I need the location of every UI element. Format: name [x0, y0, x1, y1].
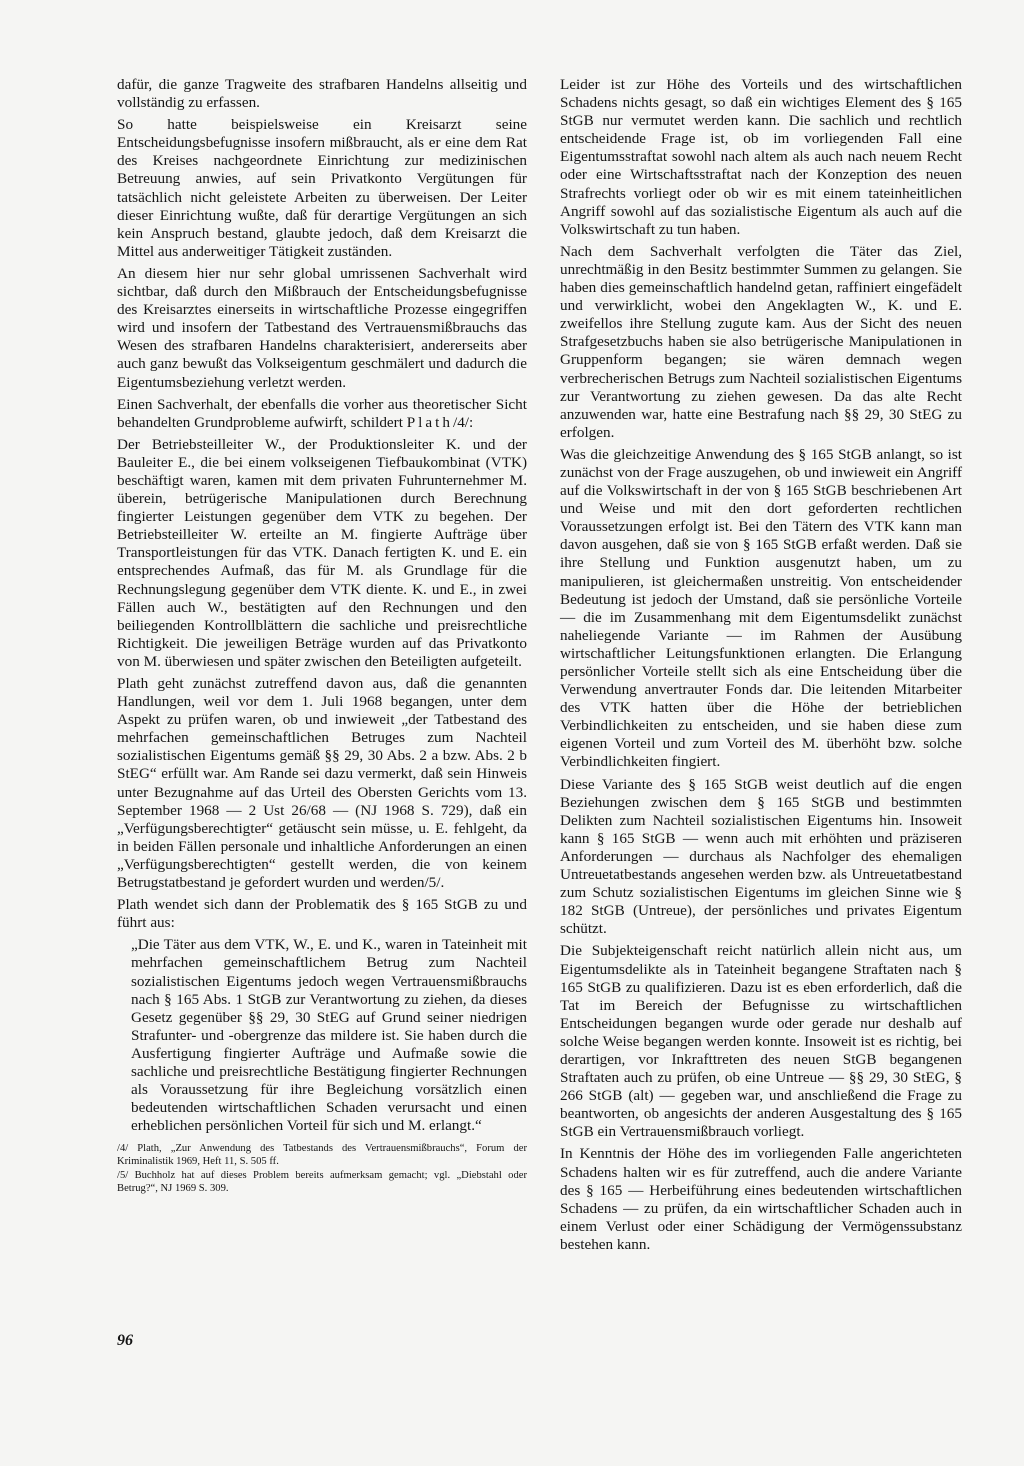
- footnote-4: /4/ Plath, „Zur Anwendung des Tatbestands des Vertrauensmißbrauchs“, Forum der Kriminalistik 1969, Heft 11, S. 505 ff.: [117, 1143, 527, 1167]
- paragraph: Nach dem Sachverhalt verfolgten die Täter das Ziel, unrechtmäßig in den Besitz bestimmter Summen zu gelangen. Sie haben dies gemeinschaftlich handelnd getan, raffiniert eingefädelt und verwirklicht, wobei den Angeklagten W., K. und E. zweifellos ihre Stellung zugute kam. Aus der Sicht des neuen Strafgesetzbuchs haben sie also betrügerische Manipulationen in Gruppenform begangen; sie wären demnach wegen verbrecherischen Betrugs zum Nachteil sozialistischen Eigentums zur Verantwortung zu ziehen gewesen. Da das alte Recht anzuwenden war, hatte eine Bestrafung nach §§ 29, 30 StEG zu erfolgen.: [560, 242, 962, 441]
- footnote-5: /5/ Buchholz hat auf dieses Problem bereits aufmerksam gemacht; vgl. „Diebstahl oder Betrug?“, NJ 1969 S. 309.: [117, 1170, 527, 1194]
- block-quote: „Die Täter aus dem VTK, W., E. und K., waren in Tateinheit mit mehrfachen gemeinschaftlichem Betrug zum Nachteil sozialistischen Eigentums jedoch wegen Vertrauensmißbrauchs nach § 165 Abs. 1 StGB zur Verantwortung zu ziehen, da dieses Gesetz gegenüber §§ 29, 30 StEG auf Grund seiner niedrigen Strafunter- und -obergrenze das mildere ist. Sie haben durch die Ausfertigung fingierter Aufträge und Aufmaße sowie die sachliche und preisrechtliche Bestätigung fingierter Rechnungen als Voraussetzung für ihre Begleichung vorsätzlich einen bedeutenden wirtschaftlichen Schaden verursacht und einen erheblichen persönlichen Vorteil für sich und M. erlangt.“: [131, 936, 527, 1135]
- paragraph: Plath geht zunächst zutreffend davon aus, daß die genannten Handlungen, weil vor dem 1. Juli 1968 begangen, unter dem Aspekt zu prüfen waren, ob und inwieweit „der Tatbestand des mehrfachen gemeinschaftlichen Betruges zum Nachteil sozialistischen Eigentums gemäß §§ 29, 30 Abs. 2 a bzw. Abs. 2 b StEG“ erfüllt war. Am Rande sei dazu vermerkt, daß sein Hinweis unter Bezugnahme auf das Urteil des Obersten Gerichts vom 13. September 1968 — 2 Ust 26/68 — (NJ 1968 S. 729), daß ein „Verfügungsberechtigter“ getäuscht sein müsse, u. E. fehlgeht, da in beiden Fällen personale und inhaltliche Anforderungen an einen „Verfügungsberechtigten“ gestellt werden, die von keinem Betrugstatbestand je gefordert wurden und werden/5/.: [117, 675, 527, 892]
- footnote-ref: /4/:: [452, 413, 474, 431]
- left-column: [117, 76, 527, 1197]
- paragraph-text: Einen Sachverhalt, der ebenfalls die vorher aus theoretischer Sicht behandelten Grundprobleme aufwirft, schildert: [117, 395, 527, 431]
- paragraph: Plath wendet sich dann der Problematik des § 165 StGB zu und führt aus:: [117, 896, 527, 932]
- paragraph: Der Betriebsteilleiter W., der Produktionsleiter K. und der Bauleiter E., die bei einem volkseigenen Tiefbaukombinat (VTK) beschäftigt waren, kamen mit dem privaten Fuhrunternehmer M. überein, betrügerische Manipulationen durch Berechnung fingierter Leistungen gegenüber dem VTK zu begehen. Der Betriebsteilleiter W. erteilte an M. fingierte Aufträge über Transportleistungen für das VTK. Danach fertigten K. und E. ein entsprechendes Aufmaß, das für M. als Grundlage für die Rechnungslegung gegenüber dem VTK diente. K. und E., in zwei Fällen auch W., bestätigten auf den Rechnungen und den beiliegenden Kontrollblättern die sachliche und preisrechtliche Richtigkeit. Die jeweiligen Beträge wurden auf das Privatkonto von M. überwiesen und später zwischen den Beteiligten aufgeteilt.: [117, 435, 527, 670]
- paragraph: An diesem hier nur sehr global umrissenen Sachverhalt wird sichtbar, daß durch den Mißbrauch der Entscheidungsbefugnisse des Kreisarztes einerseits in wirtschaftliche Prozesse eingegriffen wird und insofern der Tatbestand des Vertrauensmißbrauchs das Wesen des strafbaren Handelns charakterisiert, andererseits aber auch ganz bewußt das Volkseigentum geschmälert und dadurch die Eigentumsbeziehung verletzt werden.: [117, 264, 527, 391]
- paragraph: In Kenntnis der Höhe des im vorliegenden Falle angerichteten Schadens halten wir es für zutreffend, auch die andere Variante des § 165 — Herbeiführung eines bedeutenden wirtschaftlichen Schadens — zu prüfen, da ein wirtschaftlicher Schaden auch in einem Verlust oder einer Schädigung der Vermögenssubstanz bestehen kann.: [560, 1145, 962, 1253]
- paragraph: [117, 396, 527, 432]
- author-name: Plath: [406, 413, 453, 431]
- right-column: [560, 76, 962, 1258]
- paragraph: Was die gleichzeitige Anwendung des § 165 StGB anlangt, so ist zunächst von der Frage auszugehen, ob und inwieweit ein Angriff auf die Volkswirtschaft in der von § 165 StGB beschriebenen Art und Weise und mit den dort geforderten rechtlichen Voraussetzungen erfolgt ist. Bei den Tätern des VTK kann man davon ausgehen, daß sie von § 165 StGB erfaßt werden. Daß sie ihre Stellung und Funktion ausgenutzt haben, um zu manipulieren, ist gleichermaßen unstreitig. Von entscheidender Bedeutung ist jedoch der Umstand, daß sie persönliche Vorteile — die im Zusammenhang mit dem Eigentumsdelikt zunächst naheliegende Variante — im Rahmen der Ausübung wirtschaftlicher Leitungsfunktionen erlangten. Die Erlangung persönlicher Vorteile stellt sich als eine Entscheidung über die Verwendung anvertrauter Fonds dar. Die leitenden Mitarbeiter des VTK hatten über die Höhe der betrieblichen Verbindlichkeiten zu entscheiden, und sie haben diese zum eigenen Vorteil und zum Vorteil des M. überhöht bzw. solche Verbindlichkeiten fingiert.: [560, 445, 962, 771]
- page-number: 96: [117, 1332, 133, 1349]
- paragraph: dafür, die ganze Tragweite des strafbaren Handelns allseitig und vollständig zu erfassen.: [117, 76, 527, 112]
- paragraph: Die Subjekteigenschaft reicht natürlich allein nicht aus, um Eigentumsdelikte als in Tateinheit begangene Straftaten nach § 165 StGB zu qualifizieren. Dazu ist es eben erforderlich, daß die Tat im Bereich der Befugnisse zu wirtschaftlichen Entscheidungen begangen wurde oder gerade nur deshalb auf solche Weise begangen werden konnte. Insoweit ist es richtig, bei derartigen, vor Inkrafttreten des neuen StGB begangenen Straftaten auch zu prüfen, ob eine Untreue — §§ 29, 30 StEG, § 266 StGB (alt) — gegeben war, und anschließend die Frage zu beantworten, ob angesichts der anderen Ausgestaltung des § 165 StGB ein Vertrauensmißbrauch vorliegt.: [560, 942, 962, 1141]
- paragraph: Diese Variante des § 165 StGB weist deutlich auf die engen Beziehungen zwischen dem § 165 StGB und bestimmten Delikten zum Nachteil sozialistischen Eigentums hin. Insoweit kann § 165 StGB — wenn auch mit erhöhten und präziseren Anforderungen — durchaus als Nachfolger des ehemaligen Untreuetatbestands angesehen werden bzw. als Untreuetatbestand zum Schutz sozialistischen Eigentums im gleichen Sinne wie § 182 StGB (Untreue), der persönliches und privates Eigentum schützt.: [560, 775, 962, 938]
- paragraph: Leider ist zur Höhe des Vorteils und des wirtschaftlichen Schadens nichts gesagt, so daß ein wichtiges Element des § 165 StGB nur vermutet werden kann. Die sachlich und rechtlich entscheidende Frage ist, ob im vorliegenden Fall eine Eigentumsstraftat sowohl nach altem als auch nach neuem Recht oder eine Wirtschaftsstraftat nach der Konzeption des neuen Strafrechts vorliegt oder ob wir es mit einem tateinheitlichen Angriff sowohl auf das sozialistische Eigentum als auch auf die Volkswirtschaft zu tun haben.: [560, 76, 962, 238]
- footnotes: [117, 1143, 527, 1195]
- paragraph: So hatte beispielsweise ein Kreisarzt seine Entscheidungsbefugnisse insofern mißbraucht, als er eine dem Rat des Kreises nachgeordnete Einrichtung zur medizinischen Betreuung anwies, auf sein Privatkonto Vergütungen für tatsächlich nicht geleistete Arbeiten zu überweisen. Der Leiter dieser Einrichtung wußte, daß für derartige Vergütungen an sich kein Anspruch bestand, glaubte jedoch, daß dem Kreisarzt die Mittel aus anderweitiger Tätigkeit zuständen.: [117, 116, 527, 260]
